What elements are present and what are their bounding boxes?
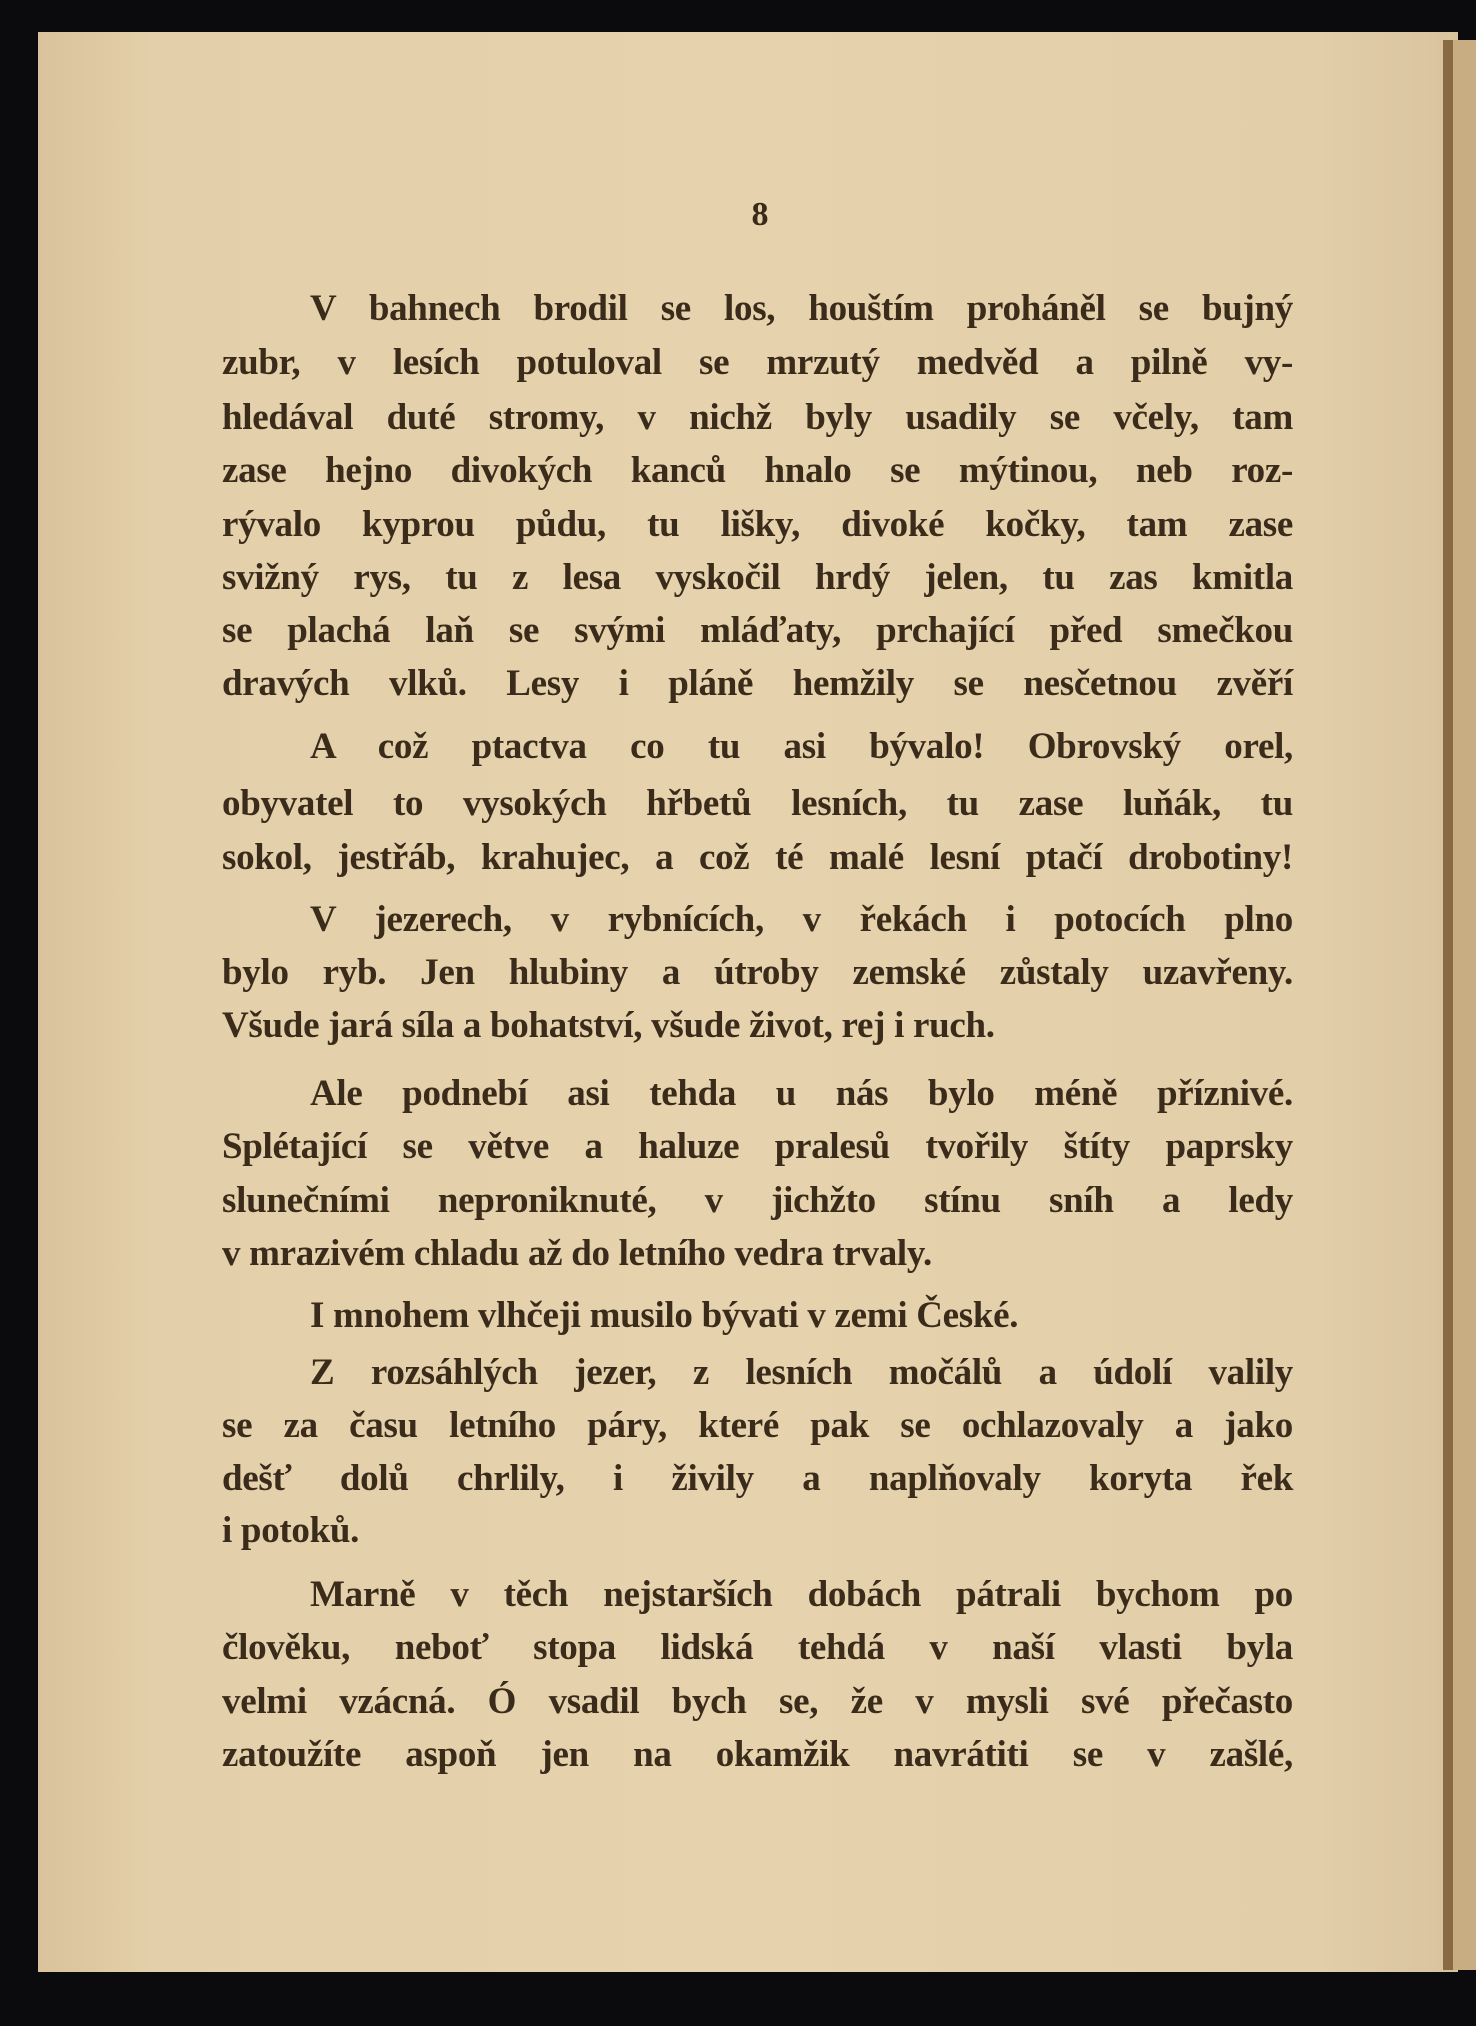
text-line: V bahnech brodil se los, houštím proháněl se bujný [310, 288, 1293, 329]
page-number: 8 [751, 196, 769, 233]
text-line: svižný rys, tu z lesa vyskočil hrdý jelen, tu zas kmitla [222, 557, 1293, 598]
text-line: se za času letního páry, které pak se ochlazovaly a jako [222, 1405, 1293, 1446]
text-line: obyvatel to vysokých hřbetů lesních, tu zase luňák, tu [222, 783, 1293, 824]
text-line: dešť dolů chrlily, i živily a naplňovaly koryta řek [222, 1458, 1293, 1499]
text-line: bylo ryb. Jen hlubiny a útroby zemské zůstaly uzavřeny. [222, 952, 1293, 993]
text-line: člověku, neboť stopa lidská tehdá v naší vlasti byla [222, 1627, 1293, 1668]
text-line: se plachá laň se svými mláďaty, prchající před smečkou [222, 610, 1293, 651]
text-line: velmi vzácná. Ó vsadil bych se, že v mysli své přečasto [222, 1681, 1293, 1722]
text-line: Splétající se větve a haluze pralesů tvořily štíty paprsky [222, 1126, 1293, 1167]
text-line: zase hejno divokých kanců hnalo se mýtinou, neb roz- [222, 450, 1293, 491]
text-line: v mrazivém chladu až do letního vedra trvaly. [222, 1233, 932, 1274]
text-line: zubr, v lesích potuloval se mrzutý medvěd a pilně vy- [222, 342, 1293, 383]
text-line: Marně v těch nejstarších dobách pátrali bychom po [310, 1574, 1293, 1615]
text-line: A což ptactva co tu asi bývalo! Obrovský orel, [310, 726, 1293, 767]
text-line: I mnohem vlhčeji musilo bývati v zemi České. [310, 1295, 1019, 1336]
text-line: V jezerech, v rybnících, v řekách i potocích plno [310, 899, 1293, 940]
text-line: slunečními neproniknuté, v jichžto stínu sníh a ledy [222, 1180, 1293, 1221]
text-line: sokol, jestřáb, krahujec, a což té malé lesní ptačí drobotiny! [222, 837, 1293, 878]
text-line: i potoků. [222, 1510, 360, 1551]
text-line: dravých vlků. Lesy i pláně hemžily se nesčetnou zvěří [222, 663, 1293, 704]
text-line: Z rozsáhlých jezer, z lesních močálů a údolí valily [310, 1352, 1293, 1393]
text-line: Ale podnebí asi tehda u nás bylo méně příznivé. [310, 1073, 1293, 1114]
text-line: rývalo kyprou půdu, tu lišky, divoké kočky, tam zase [222, 504, 1293, 545]
page-gutter-shadow [1443, 40, 1453, 1970]
text-line: Všude jará síla a bohatství, všude život, rej i ruch. [222, 1005, 995, 1046]
text-line: zatoužíte aspoň jen na okamžik navrátiti se v zašlé, [222, 1734, 1293, 1775]
book-edge [1453, 40, 1476, 1970]
text-line: hledával duté stromy, v nichž byly usadily se včely, tam [222, 397, 1293, 438]
